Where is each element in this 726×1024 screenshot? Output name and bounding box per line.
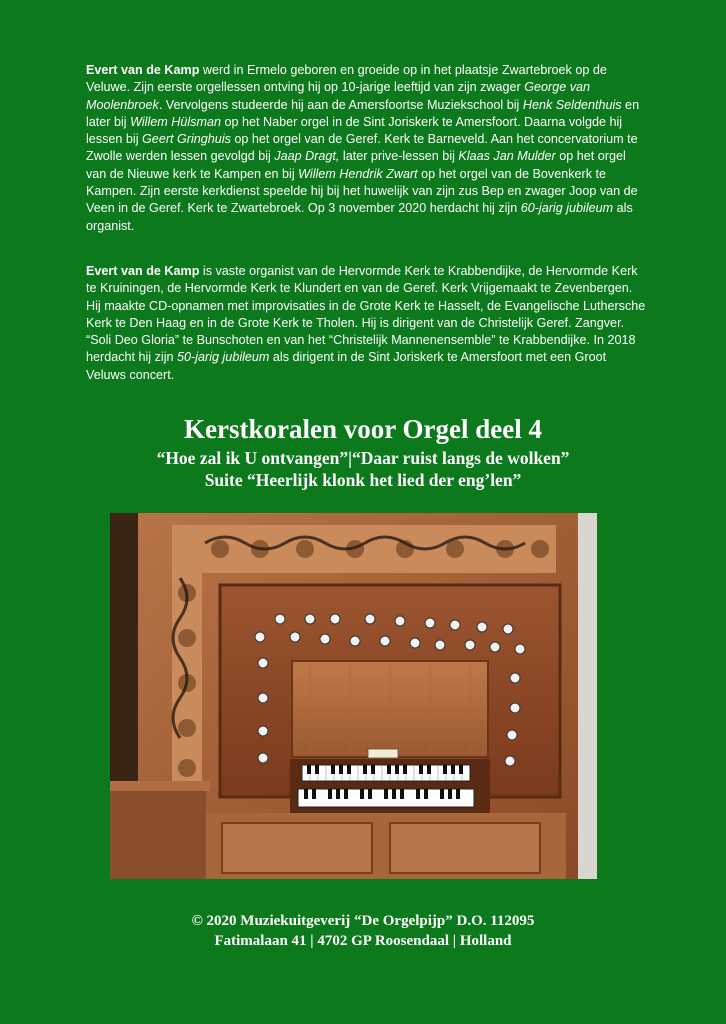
text-run: . Vervolgens studeerde hij aan de Amersfoortse Muziekschool bij [158, 97, 523, 112]
text-run: op het orgel van de Nieuwe kerk te Kampen en bij [86, 149, 626, 181]
publisher-address: Fatimalaan 41 | 4702 GP Roosendaal | Holland [214, 933, 512, 949]
biography-paragraph-1 [86, 62, 646, 235]
italic-run: 60-jarig jubileum [520, 201, 614, 216]
bold-run: Evert van de Kamp [86, 264, 200, 278]
italic-run: Willem Hendrik Zwart [298, 166, 418, 181]
italic-run: George van Moolenbroek [86, 80, 591, 112]
text-run: als organist. [86, 201, 633, 233]
italic-run: Henk Seldenthuis [522, 97, 622, 112]
text-run: later prive-lessen bij [339, 149, 459, 164]
italic-run: Jaap Dragt, [274, 149, 340, 164]
organ-console-photo [110, 513, 597, 879]
organ-console-illustration [110, 513, 597, 879]
italic-run: Klaas Jan Mulder [458, 149, 556, 164]
album-title: Kerstkoralen voor Orgel deel 4 [184, 414, 542, 444]
italic-run: Willem Hülsman [130, 114, 221, 129]
copyright-line: © 2020 Muziekuitgeverij “De Orgelpijp” D.O. 112095 [191, 913, 535, 929]
biography-paragraph-2 [86, 263, 646, 384]
text-run: op het orgel van de Bovenkerk te Kampen. Zijn eerste kerkdienst speelde hij bij het huwelijk van zijn zus Bep en zwager Joop van de Veen in de Geref. Kerk te Zwartebroek. Op 3 november 2020 herdacht hij zijn [86, 166, 638, 216]
text-run: en later bij [86, 97, 640, 129]
text-run: op het orgel van de Geref. Kerk te Barneveld. Aan het concervatorium te Zwolle werden lessen gevolgd bij [86, 132, 638, 164]
italic-run: 50-jarig jubileum [177, 350, 270, 365]
text-run: werd in Ermelo geboren en groeide op in het plaatsje Zwartebroek op de Veluwe. Zijn eerste orgellessen ontving hij op 10-jarige leeftijd van zijn zwager [86, 63, 607, 95]
text-run: als dirigent in de Sint Joriskerk te Amersfoort met een Groot Veluws concert. [86, 350, 607, 382]
album-subtitle-1: “Hoe zal ik U ontvangen”|“Daar ruist langs de wolken” [156, 448, 570, 468]
italic-run: Geert Gringhuis [142, 132, 231, 147]
text-run: is vaste organist van de Hervormde Kerk te Krabbendijke, de Hervormde Kerk te Kruiningen, de Hervormde Kerk te Klundert en van de Geref. Kerk Vrijgemaakt te Zevenbergen. Hij maakte CD-opnamen met improvisaties in de Grote Kerk te Hasselt, de Evangelische Luthersche Kerk te Den Haag en in de Grote Kerk te Tholen. Hij is dirigent van de Christelijk Geref. Zangver. “Soli Deo Gloria” te Bunschoten en van het “Christelijk Mannenensemble” te Krabbendijke. In 2018 herdacht hij zijn [86, 264, 646, 365]
album-subtitle-2: Suite “Heerlijk klonk het lied der eng’len” [204, 470, 522, 490]
text-run: op het Naber orgel in de Sint Joriskerk te Amersfoort. Daarna volgde hij lessen bij [86, 114, 623, 147]
bold-run: Evert van de Kamp [86, 63, 200, 77]
